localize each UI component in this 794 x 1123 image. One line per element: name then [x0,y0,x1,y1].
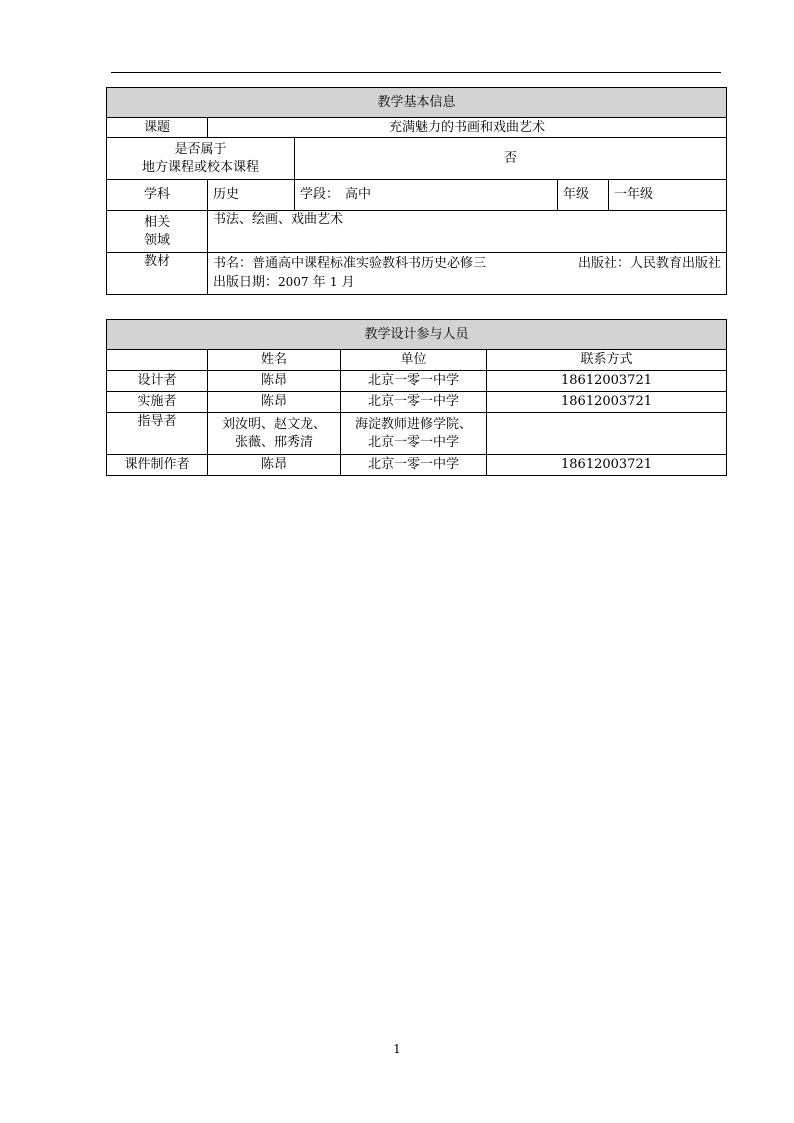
book-name: 书名：普通高中课程标准实验教科书历史必修三 [213,256,487,271]
topic-value: 充满魅力的书画和戏曲艺术 [208,118,727,138]
participant-unit: 北京一零一中学 [341,392,487,413]
subject-label: 学科 [107,180,208,211]
participant-contact: 18612003721 [487,455,727,476]
local-course-label [107,138,295,180]
pub-year-unit: 年 [312,275,326,290]
participant-unit-line1: 海淀教师进修学院、 [354,416,472,432]
stage-cell [295,180,558,211]
participant-role: 课件制作者 [107,455,208,476]
pub-year: 2007 [278,275,309,289]
local-course-label-line2: 地方课程或校本课程 [141,159,259,175]
page-number: 1 [393,1042,401,1056]
participant-contact [487,413,727,455]
topic-label: 课题 [107,118,208,138]
local-course-value: 否 [295,138,727,180]
pub-date-prefix: 出版日期： [213,275,279,290]
related-label-line2: 领域 [143,232,170,248]
subject-value: 历史 [208,180,295,211]
textbook-line1 [213,255,721,273]
table-row [107,413,727,455]
related-label-line1: 相关 [143,214,170,230]
textbook-label: 教材 [107,253,208,295]
header-rule [111,72,721,73]
pub-date [213,273,721,292]
participant-name: 陈昂 [208,455,341,476]
participant-name: 陈昂 [208,371,341,392]
participant-role: 实施者 [107,392,208,413]
related-label [107,211,208,253]
grade-value: 一年级 [609,180,727,211]
table-row [107,371,727,392]
table-row [107,392,727,413]
participant-contact: 18612003721 [487,392,727,413]
basic-info-title: 教学基本信息 [107,88,727,118]
participants-table [106,319,727,476]
participant-role: 设计者 [107,371,208,392]
pub-month-unit: 月 [341,275,355,290]
participants-title: 教学设计参与人员 [107,320,727,350]
column-header-role [107,350,208,371]
participant-name: 陈昂 [208,392,341,413]
local-course-label-line1: 是否属于 [174,141,227,157]
participant-unit: 北京一零一中学 [341,455,487,476]
column-header-unit: 单位 [341,350,487,371]
participant-unit-line2: 北京一零一中学 [367,434,459,450]
participant-unit: 北京一零一中学 [341,371,487,392]
publisher: 出版社：人民教育出版社 [578,256,722,271]
participant-name-line1: 刘汝明、赵文龙、 [221,416,326,432]
textbook-value [208,253,727,295]
stage-label: 学段： [300,187,340,202]
column-header-contact: 联系方式 [487,350,727,371]
basic-info-table [106,87,727,295]
pub-month: 1 [329,275,338,289]
participant-name [208,413,341,455]
participant-role: 指导者 [107,413,208,455]
column-header-name: 姓名 [208,350,341,371]
participant-unit [341,413,487,455]
grade-label: 年级 [558,180,609,211]
related-value: 书法、绘画、戏曲艺术 [208,211,727,253]
participant-contact: 18612003721 [487,371,727,392]
participant-name-line2: 张薇、邢秀清 [234,434,313,450]
stage-value: 高中 [345,187,372,202]
table-row [107,455,727,476]
